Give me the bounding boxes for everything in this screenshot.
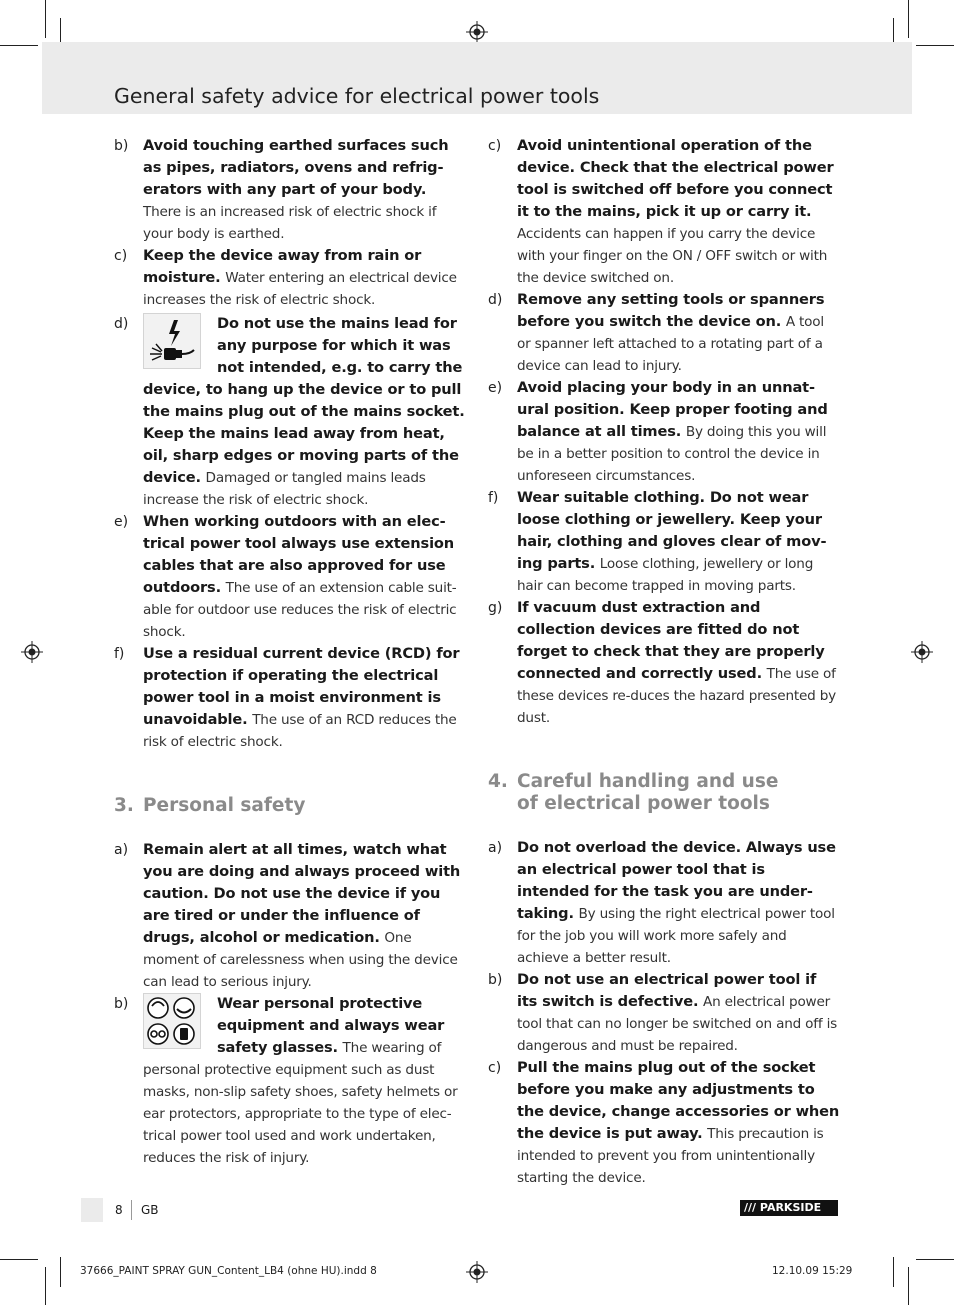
item-text: The wearing of personal protective equipment such as dust masks, non-slip safety shoes, safety helmets or ear protectors, appropriate to the type of elec-trical power tool used and work undertaken, reduces the risk of injury. <box>143 1040 458 1166</box>
list-item <box>488 969 840 1057</box>
item-label: c) <box>488 138 502 154</box>
mains-cable-lightning-icon <box>143 313 201 369</box>
logo-text: PARKSIDE <box>759 1201 822 1214</box>
logo-stripes-icon: /// <box>744 1201 760 1214</box>
item-bold-text: Avoid placing your body in an unnat-ural position. Keep proper footing and balance at all times. <box>517 379 828 440</box>
print-slug-date: 12.10.09 15:29 <box>772 1265 853 1277</box>
item-text: Water entering an electrical device increases the risk of electric shock. <box>143 270 457 308</box>
crop-mark <box>916 1259 954 1260</box>
section-title: Personal safety <box>143 795 306 816</box>
right-column <box>488 135 840 1189</box>
section-heading <box>114 795 466 817</box>
item-bold-text: Wear personal protective equipment and always wear safety glasses. <box>217 995 445 1056</box>
section-title-line: Careful handling and use <box>517 771 779 792</box>
crop-mark <box>60 1257 61 1287</box>
item-label: d) <box>114 316 129 332</box>
crop-mark <box>908 1267 909 1305</box>
registration-mark-icon <box>466 1261 488 1283</box>
list-item <box>488 289 840 377</box>
left-column <box>114 135 466 1169</box>
item-text: Accidents can happen if you carry the device with your finger on the ON / OFF switch or with the device switched on. <box>517 226 828 286</box>
item-bold-text: Wear suitable clothing. Do not wear loose clothing or jewellery. Keep your hair, clothing and gloves clear of mov-ing parts. <box>517 489 827 572</box>
parkside-logo <box>740 1200 838 1216</box>
list-item <box>488 487 840 597</box>
item-text: The use of an RCD reduces the risk of electric shock. <box>143 712 457 750</box>
item-text: Loose clothing, jewellery or long hair can become trapped in moving parts. <box>517 556 814 594</box>
crop-mark <box>908 0 909 38</box>
item-bold-text: Use a residual current device (RCD) for protection if operating the electrical power tool in a moist environment is unavoidable. <box>143 645 460 728</box>
footer-divider <box>131 1200 132 1220</box>
list-item <box>114 135 466 245</box>
section-number: 3. <box>114 795 134 816</box>
item-text: There is an increased risk of electric shock if your body is earthed. <box>143 204 437 242</box>
item-bold-text: If vacuum dust extraction and collection devices are fitted do not forget to check that they are properly connected and correctly used. <box>517 599 825 682</box>
item-bold-text: Do not use an electrical power tool if its switch is defective. <box>517 971 817 1010</box>
item-text: The use of an extension cable suit-able for outdoor use reduces the risk of electric shock. <box>143 580 457 640</box>
footer-page-box <box>81 1198 103 1222</box>
registration-mark-icon <box>466 21 488 43</box>
item-label: a) <box>488 840 503 856</box>
list-item <box>114 643 466 753</box>
item-label: d) <box>488 292 503 308</box>
item-label: g) <box>488 600 503 616</box>
item-text: An electrical power tool that can no longer be switched on and off is dangerous and must be repaired. <box>517 994 838 1054</box>
list-item <box>114 313 466 511</box>
list-item <box>488 1057 840 1189</box>
item-bold-text: Remain alert at all times, watch what you are doing and always proceed with caution. Do not use the device if you are tired or under the influence of drugs, alcohol or medication. <box>143 841 461 946</box>
crop-mark <box>0 45 38 46</box>
page-title: General safety advice for electrical power tools <box>114 84 600 108</box>
item-label: f) <box>114 646 125 662</box>
item-label: c) <box>114 248 128 264</box>
section-heading <box>488 771 840 815</box>
list-item <box>488 135 840 289</box>
item-text: By doing this you will be in a better position to control the device in unforeseen circumstances. <box>517 424 827 484</box>
item-label: b) <box>114 996 129 1012</box>
item-text: The use of these devices re-duces the hazard presented by dust. <box>517 666 836 726</box>
item-label: c) <box>488 1060 502 1076</box>
item-text: This precaution is intended to prevent you from unintentionally starting the device. <box>517 1126 824 1186</box>
item-text: Damaged or tangled mains leads increase the risk of electric shock. <box>143 470 426 508</box>
crop-mark <box>0 1259 38 1260</box>
crop-mark <box>45 1267 46 1305</box>
item-bold-text: Do not overload the device. Always use an electrical power tool that is intended for the task you are under-taking. <box>517 839 836 922</box>
item-label: b) <box>488 972 503 988</box>
item-text: One moment of carelessness when using the device can lead to serious injury. <box>143 930 458 990</box>
item-text: A tool or spanner left attached to a rotating part of a device can lead to injury. <box>517 314 824 374</box>
section-title-line: of electrical power tools <box>517 793 770 814</box>
item-bold-text: Pull the mains plug out of the socket before you make any adjustments to the device, change accessories or when the device is put away. <box>517 1059 840 1142</box>
item-label: a) <box>114 842 129 858</box>
crop-mark <box>916 45 954 46</box>
item-label: e) <box>488 380 503 396</box>
list-item <box>114 245 466 311</box>
item-bold-text: When working outdoors with an elec-trical power tool always use extension cables that are also approved for use outdoors. <box>143 513 455 596</box>
list-item <box>488 837 840 969</box>
item-bold-text: Avoid touching earthed surfaces such as pipes, radiators, ovens and refrig-erators with any part of your body. <box>143 137 449 198</box>
language-code: GB <box>141 1203 159 1217</box>
item-bold-text: Keep the device away from rain or moisture. <box>143 247 422 286</box>
item-label: f) <box>488 490 499 506</box>
item-label: b) <box>114 138 129 154</box>
item-label: e) <box>114 514 129 530</box>
crop-mark <box>893 1257 894 1287</box>
section-number: 4. <box>488 771 508 792</box>
list-item <box>488 597 840 729</box>
print-slug-file: 37666_PAINT SPRAY GUN_Content_LB4 (ohne HU).indd 8 <box>80 1265 377 1277</box>
item-text: By using the right electrical power tool for the job you will work more safely and achieve a better result. <box>517 906 835 966</box>
list-item <box>114 839 466 993</box>
item-bold-text: Avoid unintentional operation of the device. Check that the electrical power tool is switched off before you connect it to the mains, pick it up or carry it. <box>517 137 834 220</box>
registration-mark-icon <box>21 641 43 663</box>
crop-mark <box>45 0 46 38</box>
protective-equipment-icons <box>143 993 201 1049</box>
item-bold-text: Do not use the mains lead for any purpose for which it was not intended, e.g. to carry the device, to hang up the device or to pull the mains plug out of the mains socket. Keep the mains lead away from heat, oil, sharp edges or moving parts of the device. <box>143 315 465 486</box>
registration-mark-icon <box>911 641 933 663</box>
list-item <box>488 377 840 487</box>
item-bold-text: Remove any setting tools or spanners before you switch the device on. <box>517 291 825 330</box>
list-item <box>114 511 466 643</box>
page-number: 8 <box>115 1203 123 1217</box>
list-item <box>114 993 466 1169</box>
